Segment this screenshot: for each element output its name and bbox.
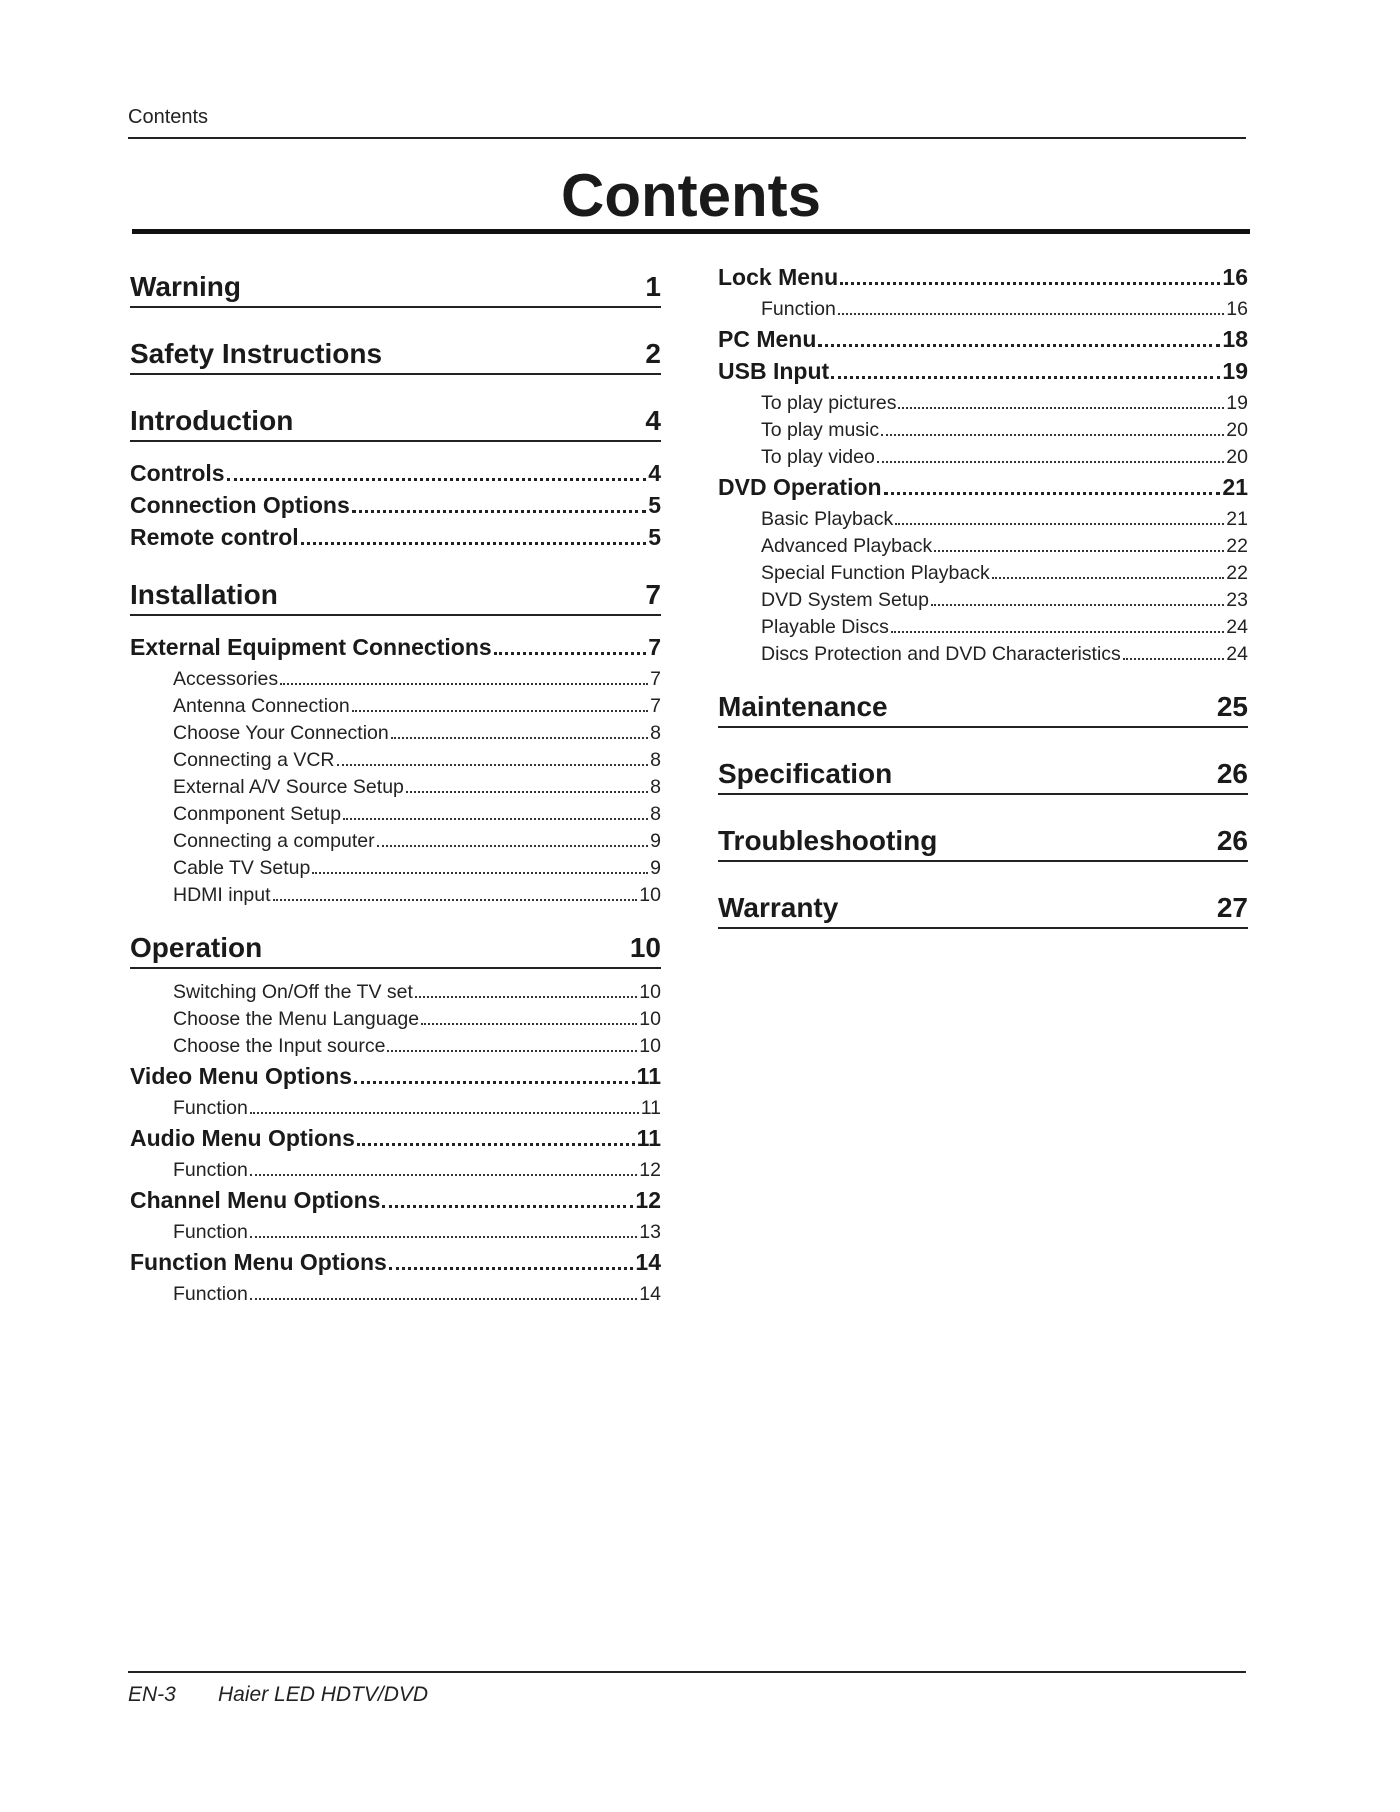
toc-page-number: 4 — [645, 405, 661, 436]
toc-page-number: 8 — [650, 776, 661, 798]
toc-page-number: 10 — [639, 1035, 661, 1057]
dot-leader — [227, 478, 647, 481]
dot-leader — [421, 1023, 637, 1025]
toc-page-number: 5 — [648, 524, 661, 550]
toc-entry[interactable] — [130, 632, 661, 662]
dot-leader — [895, 523, 1224, 525]
toc-page-number: 10 — [639, 1008, 661, 1030]
toc-entry[interactable] — [130, 337, 661, 375]
dot-leader — [354, 1081, 635, 1084]
dot-leader — [831, 376, 1220, 379]
dot-leader — [337, 764, 649, 766]
toc-right-column — [718, 264, 1248, 929]
toc-page-number: 1 — [645, 271, 661, 302]
toc-entry-label: Choose the Input source — [173, 1035, 386, 1057]
toc-entry[interactable] — [718, 891, 1248, 929]
dot-leader — [992, 577, 1225, 579]
toc-entry[interactable] — [130, 720, 661, 747]
toc-entry-label: Special Function Playback — [761, 562, 990, 584]
toc-entry[interactable] — [130, 828, 661, 855]
toc-page-number: 9 — [650, 857, 661, 879]
toc-entry-label: Introduction — [130, 405, 294, 436]
toc-entry[interactable] — [130, 882, 661, 909]
toc-entry-label: USB Input — [718, 358, 830, 384]
dot-leader — [312, 872, 648, 874]
toc-entry[interactable] — [130, 1061, 661, 1091]
toc-page-number: 2 — [645, 338, 661, 369]
toc-entry[interactable] — [718, 560, 1248, 587]
toc-page-number: 12 — [635, 1187, 661, 1213]
title-rule — [132, 229, 1250, 234]
toc-page-number: 24 — [1226, 643, 1248, 665]
toc-entry-label: Video Menu Options — [130, 1063, 352, 1089]
toc-entry-label: To play pictures — [761, 392, 897, 414]
toc-entry[interactable] — [130, 979, 661, 1006]
dot-leader — [934, 550, 1224, 552]
toc-entry[interactable] — [130, 931, 661, 969]
dot-leader — [884, 492, 1221, 495]
toc-entry[interactable] — [130, 774, 661, 801]
dot-leader — [357, 1143, 635, 1146]
toc-entry[interactable] — [130, 1281, 661, 1308]
dot-leader — [415, 996, 637, 998]
toc-entry-label: Accessories — [173, 668, 279, 690]
toc-entry-label: Safety Instructions — [130, 338, 383, 369]
toc-page-number: 12 — [639, 1159, 661, 1181]
dot-leader — [280, 683, 648, 685]
toc-page-number: 10 — [639, 884, 661, 906]
toc-entry-label: Choose the Menu Language — [173, 1008, 420, 1030]
toc-entry-label: Warning — [130, 271, 241, 302]
toc-entry[interactable] — [718, 690, 1248, 728]
dot-leader — [382, 1205, 633, 1208]
toc-entry-label: Maintenance — [718, 691, 888, 722]
toc-entry-label: Discs Protection and DVD Characteristics — [761, 643, 1121, 665]
header-rule — [128, 137, 1246, 139]
toc-page-number: 27 — [1216, 892, 1248, 923]
toc-entry[interactable] — [718, 587, 1248, 614]
dot-leader — [250, 1236, 638, 1238]
toc-page-number: 11 — [636, 1063, 661, 1089]
toc-entry[interactable] — [718, 444, 1248, 471]
toc-page-number: 22 — [1226, 535, 1248, 557]
toc-entry-label: Playable Discs — [761, 616, 889, 638]
toc-entry[interactable] — [130, 404, 661, 442]
toc-entry[interactable] — [718, 472, 1248, 502]
toc-entry[interactable] — [130, 490, 661, 520]
toc-entry[interactable] — [718, 356, 1248, 386]
toc-entry-label: Specification — [718, 758, 893, 789]
page-title: Contents — [561, 162, 821, 229]
dot-leader — [840, 282, 1220, 285]
toc-entry[interactable] — [130, 1185, 661, 1215]
toc-entry[interactable] — [130, 855, 661, 882]
toc-entry[interactable] — [718, 614, 1248, 641]
footer-rule — [128, 1671, 1246, 1673]
toc-entry-label: Lock Menu — [718, 264, 839, 290]
toc-entry-label: Controls — [130, 460, 225, 486]
toc-entry-label: To play music — [761, 419, 880, 441]
toc-page-number: 14 — [639, 1283, 661, 1305]
toc-page-number: 11 — [640, 1097, 661, 1119]
dot-leader — [352, 710, 648, 712]
dot-leader — [818, 344, 1220, 347]
toc-entry-label: Conmponent Setup — [173, 803, 342, 825]
toc-entry[interactable] — [130, 801, 661, 828]
footer-document-title: Haier LED HDTV/DVD — [218, 1683, 429, 1706]
toc-entry[interactable] — [718, 262, 1248, 292]
toc-page-number: 23 — [1226, 589, 1248, 611]
toc-entry[interactable] — [130, 522, 661, 552]
toc-entry[interactable] — [718, 533, 1248, 560]
toc-page-number: 16 — [1222, 264, 1248, 290]
toc-page-number: 20 — [1226, 419, 1248, 441]
toc-entry[interactable] — [130, 1123, 661, 1153]
toc-entry-label: Connecting a VCR — [173, 749, 335, 771]
toc-entry-label: Basic Playback — [761, 508, 894, 530]
toc-entry-label: Remote control — [130, 524, 299, 550]
toc-page-number: 8 — [650, 722, 661, 744]
toc-page-number: 26 — [1216, 825, 1248, 856]
toc-entry[interactable] — [130, 693, 661, 720]
toc-entry-label: Connecting a computer — [173, 830, 375, 852]
toc-entry[interactable] — [130, 1006, 661, 1033]
toc-page-number: 13 — [639, 1221, 661, 1243]
toc-entry-label: Advanced Playback — [761, 535, 933, 557]
toc-entry-label: PC Menu — [718, 326, 817, 352]
toc-entry-label: To play video — [761, 446, 875, 468]
toc-page-number: 14 — [635, 1249, 661, 1275]
toc-entry[interactable] — [130, 1157, 661, 1184]
toc-entry[interactable] — [718, 390, 1248, 417]
dot-leader — [343, 818, 648, 820]
toc-page-number: 7 — [645, 579, 661, 610]
dot-leader — [391, 737, 648, 739]
toc-entry-label: Function Menu Options — [130, 1249, 387, 1275]
dot-leader — [387, 1050, 637, 1052]
toc-entry[interactable] — [130, 578, 661, 616]
toc-entry[interactable] — [718, 824, 1248, 862]
toc-page-number: 10 — [639, 981, 661, 1003]
toc-entry[interactable] — [130, 1247, 661, 1277]
toc-entry-label: Function — [173, 1097, 248, 1119]
toc-page-number: 25 — [1216, 691, 1248, 722]
toc-page-number: 9 — [650, 830, 661, 852]
toc-entry-label: Troubleshooting — [718, 825, 938, 856]
toc-entry[interactable] — [130, 270, 661, 308]
toc-entry[interactable] — [718, 417, 1248, 444]
toc-entry-label: Function — [173, 1283, 248, 1305]
dot-leader — [891, 631, 1224, 633]
toc-entry-label: Installation — [130, 579, 278, 610]
toc-entry[interactable] — [130, 1095, 661, 1122]
toc-entry-label: Function — [761, 298, 836, 320]
running-head: Contents — [128, 106, 209, 128]
dot-leader — [881, 434, 1224, 436]
toc-page-number: 7 — [650, 695, 661, 717]
toc-page-number: 7 — [650, 668, 661, 690]
dot-leader — [352, 510, 646, 513]
dot-leader — [273, 899, 638, 901]
toc-entry-label: Choose Your Connection — [173, 722, 389, 744]
toc-entry[interactable] — [718, 506, 1248, 533]
toc-entry[interactable] — [130, 458, 661, 488]
dot-leader — [377, 845, 649, 847]
footer-page-number: EN-3 — [128, 1683, 176, 1706]
dot-leader — [1123, 658, 1225, 660]
toc-entry-label: Operation — [130, 932, 263, 963]
toc-entry-label: Cable TV Setup — [173, 857, 311, 879]
toc-entry-label: Antenna Connection — [173, 695, 350, 717]
toc-entry[interactable] — [130, 747, 661, 774]
toc-entry-label: Connection Options — [130, 492, 350, 518]
toc-page-number: 19 — [1222, 358, 1248, 384]
toc-page-number: 24 — [1226, 616, 1248, 638]
toc-entry[interactable] — [718, 641, 1248, 668]
toc-entry-label: External Equipment Connections — [130, 634, 492, 660]
toc-page-number: 10 — [629, 932, 661, 963]
dot-leader — [250, 1298, 638, 1300]
toc-entry[interactable] — [718, 324, 1248, 354]
toc-entry-label: Audio Menu Options — [130, 1125, 355, 1151]
toc-page-number: 8 — [650, 803, 661, 825]
toc-entry-label: DVD Operation — [718, 474, 882, 500]
toc-page-number: 4 — [648, 460, 661, 486]
toc-left-column — [130, 270, 661, 1308]
dot-leader — [301, 542, 647, 545]
toc-page-number: 11 — [636, 1125, 661, 1151]
toc-page-number: 19 — [1226, 392, 1248, 414]
toc-entry[interactable] — [718, 296, 1248, 323]
toc-entry-label: Switching On/Off the TV set — [173, 981, 413, 1003]
toc-entry-label: Warranty — [718, 892, 839, 923]
toc-entry[interactable] — [718, 757, 1248, 795]
toc-entry-label: External A/V Source Setup — [173, 776, 404, 798]
dot-leader — [898, 407, 1224, 409]
toc-page-number: 5 — [648, 492, 661, 518]
toc-page-number: 20 — [1226, 446, 1248, 468]
toc-entry[interactable] — [130, 1219, 661, 1246]
toc-page-number: 7 — [648, 634, 661, 660]
dot-leader — [250, 1112, 639, 1114]
dot-leader — [931, 604, 1224, 606]
toc-page-number: 26 — [1216, 758, 1248, 789]
toc-entry-label: DVD System Setup — [761, 589, 929, 611]
toc-entry-label: HDMI input — [173, 884, 271, 906]
dot-leader — [494, 652, 647, 655]
toc-page-number: 18 — [1222, 326, 1248, 352]
dot-leader — [406, 791, 648, 793]
toc-entry-label: Channel Menu Options — [130, 1187, 381, 1213]
toc-page-number: 21 — [1222, 474, 1248, 500]
dot-leader — [877, 461, 1224, 463]
toc-entry[interactable] — [130, 1033, 661, 1060]
toc-entry[interactable] — [130, 666, 661, 693]
toc-page-number: 22 — [1226, 562, 1248, 584]
toc-entry-label: Function — [173, 1159, 248, 1181]
toc-page-number: 21 — [1226, 508, 1248, 530]
dot-leader — [389, 1267, 634, 1270]
dot-leader — [838, 313, 1225, 315]
toc-entry-label: Function — [173, 1221, 248, 1243]
toc-page-number: 8 — [650, 749, 661, 771]
dot-leader — [250, 1174, 638, 1176]
toc-page-number: 16 — [1226, 298, 1248, 320]
